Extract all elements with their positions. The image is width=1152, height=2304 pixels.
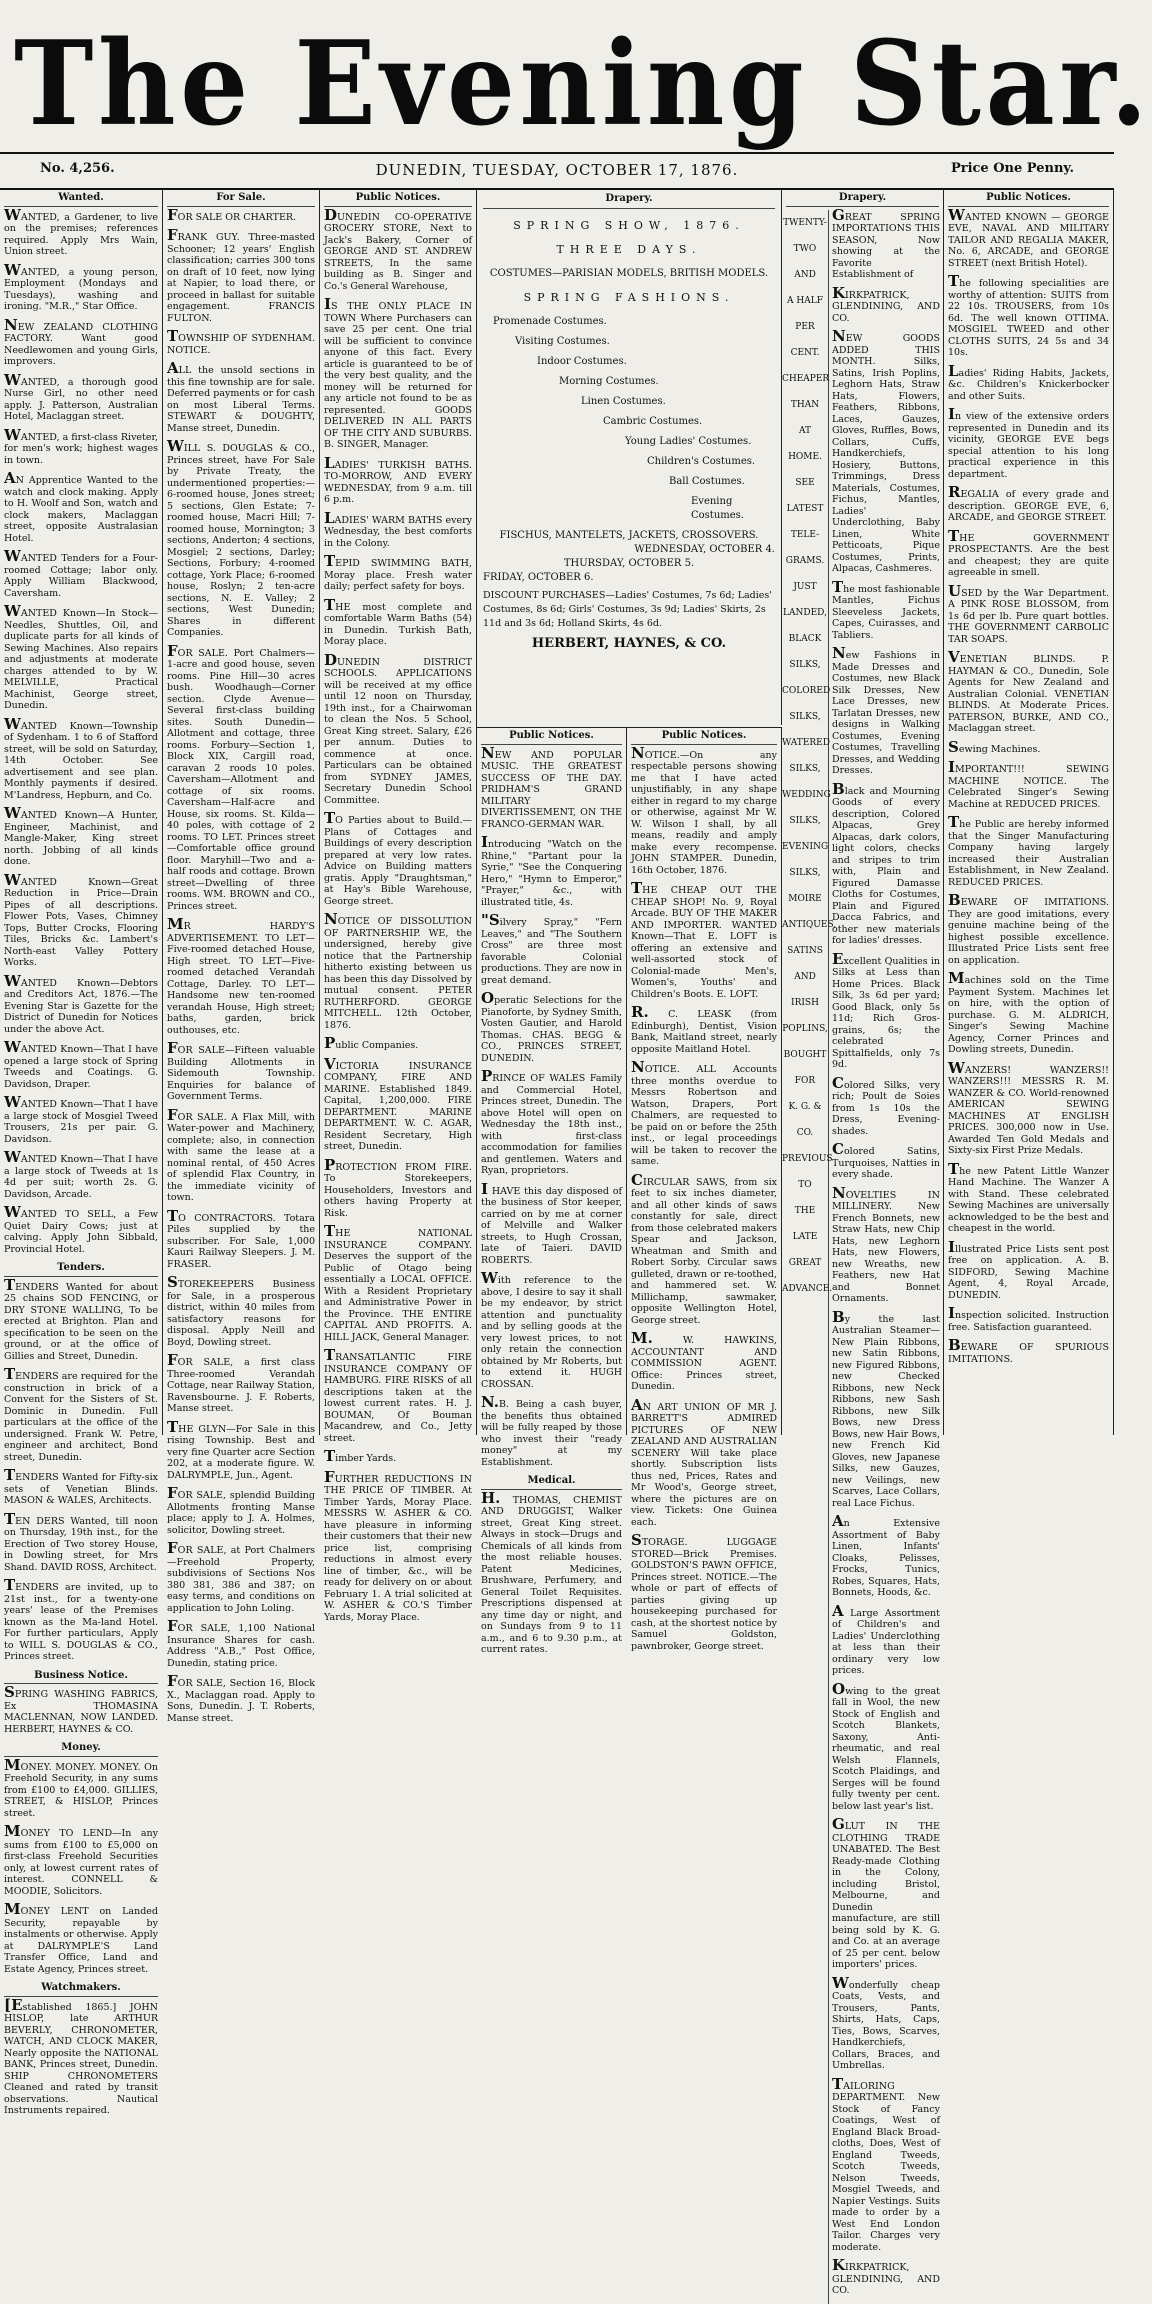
side-slogan-word: SILKS, <box>789 867 821 878</box>
side-slogan-word: JUST <box>793 581 817 592</box>
advertisement: WANTED Known—That I have a large stock of Tweeds at 1s 4d per suit; worth 2s. G. Davidson, Arcade. <box>4 1148 158 1200</box>
advertisement: DUNEDIN CO-OPERATIVE GROCERY STORE, Next to Jack's Bakery, Corner of GEORGE AND ST. ANDREW STREETS, In the same building as B. Singer and Co.'s General Warehouse, <box>324 205 472 292</box>
costume-item: Cambric Costumes. <box>603 416 703 427</box>
side-slogan-word: WEDDING <box>782 789 831 800</box>
ad-list <box>481 1488 622 1656</box>
advertisement: TEN DERS Wanted, till noon on Thursday, 19th inst., for the Erection of Two storey House, in Dowling street, for Mrs Shand. DAVID ROSS, Architect. <box>4 1509 158 1573</box>
section-heading: Money. <box>4 1742 158 1757</box>
advertisement: Machines sold on the Time Payment System. Machines let on hire, with the option of purchase. G. M. ALDRICH, Singer's Sewing Machine Agency, Corner Princes and Dowling streets, Dunedin. <box>948 969 1109 1055</box>
side-slogan-word: FOR <box>794 1075 816 1086</box>
side-slogan-word: A HALF <box>787 295 823 306</box>
section-heading: Tenders. <box>4 1262 158 1277</box>
advertisement: In view of the extensive orders represented in Dunedin and its vicinity, GEORGE EVE begs special attention to his long practical experience in this department. <box>948 405 1109 480</box>
price: Price One Penny. <box>950 161 1074 176</box>
advertisement: NEW ZEALAND CLOTHING FACTORY. Want good Needlewomen and young Girls, improvers. <box>4 315 158 367</box>
advertisement: FOR SALE OR CHARTER. <box>167 205 297 224</box>
drapery-spring-show <box>477 190 782 725</box>
advertisement: THE most complete and comfortable Warm Baths (54) in Dunedin. Turkish Bath, Moray place. <box>324 595 472 647</box>
section-heading: Drapery. <box>786 192 939 207</box>
advertisement: With reference to the above, I desire to say it shall be my endeavor, by strict attention and punctuality and by selling goods at the very lowest prices, to not only retain the connection obtained by Mr Roberts, but to extend it. HUGH CROSSAN. <box>481 1269 622 1390</box>
advertisement: LADIES' TURKISH BATHS. TO-MORROW, AND EVERY WEDNESDAY, from 9 a.m. till 6 p.m. <box>324 453 472 505</box>
advertisement: ALL the unsold sections in this fine township are for sale. Deferred payments or for cash on most Liberal Terms. STEWART & DOUGHTY, Manse street, Dunedin. <box>167 359 315 434</box>
advertisement: KIRKPATRICK, GLENDINING, AND CO. <box>832 283 940 324</box>
side-slogan-word: GRAMS. <box>785 555 825 566</box>
advertisement: The most fashionable Mantles, Fichus Sleeveless Jackets, Capes, Cuirasses, and Tabliers. <box>832 577 940 641</box>
advertisement: WANTED Known—Great Reduction in Price—Drain Pipes of all descriptions. Flower Pots, Vases, Chimney Tops, Butter Crocks, Flooring Tiles, Bricks &c. Lambert's North-east Valley Pottery Works. <box>4 870 158 968</box>
side-slogan-word: LANDED, <box>783 607 827 618</box>
section-heading: Public Notices. <box>324 192 472 207</box>
advertisement: NOTICE OF DISSOLUTION OF PARTNERSHIP. WE, the undersigned, hereby give notice that the Partnership hitherto existing between us has been this day Dissolved by mutual consent. PETER RUTHERFORD. GEORGE MITCHELL. 12th October, 1876. <box>324 910 472 1031</box>
advertisement: WILL S. DOUGLAS & CO., Princes street, have For Sale by Private Treaty, the undermentioned properties:— 6-roomed house, Jones street; 5 sections, Glen Estate; 7-roomed house, Macri Hill; 7-roomed house, Mornington; 3 sections, Anderton; 4 sections, Mosgiel; 2 sections, Darley; Sections, Forbury; 4-roomed cottage, York Place; 6-roomed house, Roslyn; 2 ten-acre sections, N. E. Valley; 2 sections, West Dunedin; Shares in different Companies. <box>167 437 315 638</box>
advertisement: Wonderfully cheap Coats, Vests, and Trousers, Pants, Shirts, Hats, Caps, Ties, Bows, Scarves, Handkerchiefs, Collars, Braces, and Umbrellas. <box>832 1973 940 2071</box>
ad-list <box>4 1995 158 2117</box>
advertisement: NOTICE.—On any respectable persons showing me that I have acted unjustifiably, in any shape either in regard to my charge or otherwise, against Mr W. W. Wilson I shall, by all means, readily and amply make every recompense. JOHN STAMPER. Dunedin, 16th October, 1876. <box>631 743 777 876</box>
advertisement: FOR SALE, splendid Building Allotments fronting Manse place; apply to J. A. Holmes, solicitor, Dowling street. <box>167 1484 315 1536</box>
section-heading: For Sale. <box>167 192 315 207</box>
advertisement: FOR SALE, 1,100 National Insurance Shares for cash. Address "A.B.," Post Office, Dunedin, stating price. <box>167 1617 315 1669</box>
side-slogan-word: TWO AND <box>793 243 817 280</box>
costume-item: Morning Costumes. <box>559 376 659 387</box>
advertisement: CIRCULAR SAWS, from six feet to six inches diameter, and all other kinds of saws constantly for sale, direct from those celebrated makers Spear and Jackson, Wheatman and Smith and Robert Sorby. Circular saws gulleted, drawn or re-toothed, and hammered set. W. Millichamp, sawmaker, opposite Wellington Hotel, George street. <box>631 1170 777 1326</box>
side-slogan-word: AND <box>794 971 816 982</box>
section-heading: Business Notice. <box>4 1670 158 1685</box>
column-public-notices-right <box>944 190 1114 1435</box>
advertisement: "Silvery Spray," "Fern Leaves," and "The Southern Cross" are three most favorable Colonial productions. They are now in great demand. <box>481 911 622 986</box>
advertisement: Colored Satins, Turquoises, Natties in every shade. <box>832 1140 940 1180</box>
advertisement: WANZERS! WANZERS!! WANZERS!!! MESSRS R. M. WANZER & CO. World-renowned AMERICAN SEWING MACHINES AT ENGLISH PRICES. 300,000 now in Use. Awarded Ten Gold Medals and Sixty-six First Prize Medals. <box>948 1058 1109 1156</box>
column-wanted <box>0 190 163 2116</box>
advertisement: WANTED Known—In Stock—Needles, Shuttles, Oil, and duplicate parts for all kinds of Sewing Machines. Also repairs and adjustments at moderate charges attended to by W. MELVILLE, Practical Machinist, George street, Dunedin. <box>4 602 158 711</box>
date-friday: FRIDAY, OCTOBER 6. <box>483 572 594 583</box>
side-slogan-word: PER CENT. <box>790 321 820 358</box>
advertisement: [Established 1865.] JOHN HISLOP, late ARTHUR BEVERLY, CHRONOMETER, WATCH, AND CLOCK MAKER, Nearly opposite the NATIONAL BANK, Princes street, Dunedin. SHIP CHRONOMETERS Cleaned and rated by transit observations. Nautical Instruments repaired. <box>4 1995 158 2116</box>
masthead-title: The Evening Star. <box>14 16 1152 152</box>
spring-show-banner: SPRING SHOW, 1876. <box>513 219 745 232</box>
ad-list <box>167 205 315 1725</box>
advertisement: USED by the War Department. A PINK ROSE BLOSSOM, from 1s 6d per lb. Pure quart bottles. THE GOVERNMENT CARBOLIC TAR SOAPS. <box>948 581 1109 645</box>
advertisement: STOREKEEPERS Business for Sale, in a prosperous district, within 40 miles from satisfactory reasons for disposal. Apply Neill and Boyd, Dowling street. <box>167 1273 315 1348</box>
section-heading: Watchmakers. <box>4 1982 158 1997</box>
spring-fashions: SPRING FASHIONS. <box>523 291 735 304</box>
advertisement: Illustrated Price Lists sent post free on application. A. B. SIDFORD, Sewing Machine Agent, 4, Royal Arcade, DUNEDIN. <box>948 1237 1109 1301</box>
side-slogan-word: SILKS, <box>789 815 821 826</box>
side-slogan-word: WATERED <box>782 737 830 748</box>
advertisement: REGALIA of every grade and description. GEORGE EVE, 6, ARCADE, and GEORGE STREET. <box>948 483 1109 523</box>
side-slogan-word: AT <box>798 425 811 436</box>
advertisement: WANTED Known—That I have a large stock of Mosgiel Tweed Trousers, 21s per pair. G. Davidson. <box>4 1093 158 1145</box>
advertisement: Ladies' Riding Habits, Jackets, &c. Children's Knickerbocker and other Suits. <box>948 361 1109 402</box>
section-heading: Medical. <box>481 1475 622 1490</box>
side-slogan-word: HOME. <box>788 451 822 462</box>
advertisement: WANTED Known—Township of Sydenham. 1 to 6 of Stafford street, will be sold on Saturday, 14th October. See advertisement and see plan. Monthly payments if desired. M'Landress, Hepburn, and Co. <box>4 714 158 801</box>
side-slogan-word: SILKS, <box>789 711 821 722</box>
advertisement: THE NATIONAL INSURANCE COMPANY. Deserves the support of the Public of Otago being essentially a LOCAL OFFICE. With a Resident Proprietary and Administrative Power in the Province. THE ENTIRE CAPITAL AND PROFITS. A. HILL JACK, General Manager. <box>324 1222 472 1343</box>
side-slogan-word: SILKS, <box>789 763 821 774</box>
advertisement: TOWNSHIP OF SYDENHAM. NOTICE. <box>167 327 315 356</box>
advertisement: FOR SALE, a first class Three-roomed Verandah Cottage, near Railway Station, Ravensbourne. J. F. Roberts, Manse street. <box>167 1351 315 1414</box>
costume-item: Ball Costumes. <box>669 476 745 487</box>
advertisement: FRANK GUY. Three-masted Schooner; 12 years' English classification; carries 300 tons on draft of 10 feet, now lying at Napier, to load there, or proceed in ballast for suitable engagement. FRANCIS FULTON. <box>167 226 315 324</box>
fichus-line: FISCHUS, MANTELETS, JACKETS, CROSSOVERS. <box>499 530 759 541</box>
advertisement: H. THOMAS, CHEMIST AND DRUGGIST, Walker street, Great King street. Always in stock—Drugs and Chemicals of all kinds from the most reliable houses. Patent Medicines, Brushware, Perfumery, and General Toilet Requisites. Prescriptions dispensed at any time day or night, and on Sundays from 9 to 11 a.m., and 6 to 9.30 p.m., at current rates. <box>481 1488 622 1655</box>
firm-name: HERBERT, HAYNES, & CO. <box>531 636 727 651</box>
advertisement: AN Apprentice Wanted to the watch and clock making. Apply to H. Woolf and Son, watch and clock makers, Maclaggan street, opposite Australasian Hotel. <box>4 469 158 544</box>
section-heading: Drapery. <box>483 192 775 209</box>
ad-list <box>481 743 622 1469</box>
advertisement: Sewing Machines. <box>948 737 1041 756</box>
costume-item: Indoor Costumes. <box>537 356 627 367</box>
advertisement: TENDERS Wanted for Fifty-six sets of Venetian Blinds. MASON & WALES, Architects. <box>4 1466 158 1506</box>
advertisement: VENETIAN BLINDS. P. HAYMAN & CO., Dunedin, Sole Agents for New Zealand and Australian Colonial. VENETIAN BLINDS. At Moderate Prices. PATERSON, BURKE, AND CO., Maclaggan street. <box>948 648 1109 734</box>
advertisement: WANTED Known—A Hunter, Engineer, Machinist, and Mangle-Maker, King street north. Jobbing of all kinds done. <box>4 804 158 867</box>
side-slogan-word: CHEAPER <box>782 373 830 384</box>
advertisement: BEWARE OF SPURIOUS IMITATIONS. <box>948 1336 1109 1365</box>
advertisement: TRANSATLANTIC FIRE INSURANCE COMPANY OF HAMBURG. FIRE RISKS of all descriptions taken at the lowest current rates. H. J. BOUMAN, Of Bouman Macandrew, and Co., Jetty street. <box>324 1346 472 1444</box>
advertisement: FOR SALE. Port Chalmers—1-acre and good house, seven rooms. Pine Hill—30 acres bush. Woodhaugh—Corner section. Clyde Avenue—Several first-class building sites. South Dunedin—Allotment and cottage, three rooms. Forbury—Section 1, Block XIX, Cargill road, caravan 2 roods 10 poles. Caversham—Allotment and cottage of six rooms. Caversham—Half-acre and House, six rooms. St. Kilda—40 poles, with cottage of 2 rooms. TO LET. Princes street—Comfortable office ground floor. Maryhill—Two and a-half roods and cottage. Brown street—Dwelling of three rooms. WM. BROWN and CO., Princes street. <box>167 641 315 912</box>
side-slogan-word: TELE- <box>790 529 820 540</box>
advertisement: MONEY LENT on Landed Security, repayable by instalments or otherwise. Apply at DALRYMPLE'S Land Transfer Office, Land and Estate Agency, Princes street. <box>4 1900 158 1975</box>
date-wednesday: WEDNESDAY, OCTOBER 4. <box>634 544 775 555</box>
section-heading: Public Notices. <box>481 730 622 745</box>
advertisement: TAILORING DEPARTMENT. New Stock of Fancy Coatings, West of England Black Broad-cloths, Does, West of England Tweeds, Scotch Tweeds, Nelson Tweeds, Mosgiel Tweeds, and Napier Vestings. Suits made to order by a West End London Tailor. Charges very moderate. <box>832 2074 940 2253</box>
advertisement: FOR SALE, at Port Chalmers—Freehold Property, subdivisions of Sections Nos 380 381, 386 and 387; on easy terms, and conditions on application to John Loling. <box>167 1539 315 1614</box>
advertisement: WANTED Known—Debtors and Creditors Act, 1876.—The Evening Star is Gazette for the District of Dunedin for Notices under the above Act. <box>4 971 158 1035</box>
advertisement: PROTECTION FROM FIRE. To Storekeepers, Householders, Investors and others having Property at Risk. <box>324 1155 472 1219</box>
advertisement: AN ART UNION OF MR J. BARRETT'S ADMIRED PICTURES OF NEW ZEALAND AND AUSTRALIAN SCENERY Will take place shortly. Subscription lists thus ned, Prices, Rates and Mr Wood's, George street, where the pictures are on view. Tickets: One Guinea each. <box>631 1395 777 1528</box>
costume-item: Visiting Costumes. <box>515 336 610 347</box>
advertisement: WANTED KNOWN — GEORGE EVE, NAVAL AND MILITARY TAILOR AND REGALIA MAKER, No. 6, ARCADE, and GEORGE STREET (next British Hotel). <box>948 205 1109 269</box>
place-date: DUNEDIN, TUESDAY, OCTOBER 17, 1876. <box>375 161 739 179</box>
side-slogan-word: THAN <box>790 399 820 410</box>
ad-list <box>631 743 777 1653</box>
advertisement: M. W. HAWKINS, ACCOUNTANT AND COMMISSION AGENT. Office: Princes street, Dunedin. <box>631 1329 777 1392</box>
advertisement: TO Parties about to Build.—Plans of Cottages and Buildings of every description prepared at very low rates. Advice on Building matters gratis. Apply "Draughtsman," at Hay's Bible Warehouse, George street. <box>324 809 472 907</box>
advertisement: Owing to the great fall in Wool, the new Stock of English and Scotch Blankets, Saxony, Anti-rheumatic, and real Welsh Flannels, Scotch Plaidings, and Serges will be found fully twenty per cent. below last year's list. <box>832 1679 940 1812</box>
section-heading: Public Notices. <box>631 730 777 745</box>
ad-list <box>4 1755 158 1976</box>
side-slogan-word: EVENING <box>782 841 829 852</box>
advertisement: Colored Silks, very rich; Poult de Soies from 1s 10s the Dress, Evening-shades. <box>832 1073 940 1137</box>
advertisement: I HAVE this day disposed of the business of Stor keeper, carried on by me at corner of Melville and Walker streets, to Hugh Crossan, late of Taieri. DAVID ROBERTS. <box>481 1179 622 1266</box>
advertisement: VICTORIA INSURANCE COMPANY, FIRE AND MARINE. Established 1849. Capital, 1,200,000. FIRE DEPARTMENT. MARINE DEPARTMENT. W. C. AGAR, Resident Secretary, High street, Dunedin. <box>324 1054 472 1152</box>
advertisement: WANTED, a thorough good Nurse Girl, no other need apply. J. Patterson, Australian Hotel, Maclaggan street. <box>4 370 158 422</box>
advertisement: Inspection solicited. Instruction free. Satisfaction guaranteed. <box>948 1304 1109 1333</box>
advertisement: MONEY. MONEY. MONEY. On Freehold Security, in any sums from £100 to £4,000. GILLIES, STREET, & HISLOP, Princes street. <box>4 1755 158 1819</box>
side-slogan-word: TO <box>798 1179 812 1190</box>
costume-item: Promenade Costumes. <box>493 316 607 327</box>
section-heading: Wanted. <box>4 192 158 207</box>
advertisement: Operatic Selections for the Pianoforte, by Sydney Smith, Vosten Gautier, and Harold Thomas. CHAS. BEGG & CO., PRINCES STREET, DUNEDIN. <box>481 989 622 1064</box>
advertisement: GLUT IN THE CLOTHING TRADE UNABATED. The Best Ready-made Clothing in the Colony, including Bristol, Melbourne, and Dunedin manufacture, are still being sold by K. G. and Co. at an average of 25 per cent. below importers' prices. <box>832 1815 940 1970</box>
side-slogan-word: ANTIQUES, <box>782 919 837 930</box>
side-slogan-word: BLACK <box>788 633 822 644</box>
advertisement: MONEY TO LEND—In any sums from £100 to £5,000 on first-class Freehold Securities only, at lowest current rates of interest. CONNELL & MOODIE, Solicitors. <box>4 1822 158 1897</box>
advertisement: A Large Assortment of Children's and Ladies' Underclothing at less than their ordinary very low prices. <box>832 1601 940 1676</box>
column-music-notices <box>477 727 627 1655</box>
advertisement: R. C. LEASK (from Edinburgh), Dentist, Vision Bank, Maitland street, nearly opposite Maitland Hotel. <box>631 1003 777 1055</box>
advertisement: NEW GOODS ADDED THIS MONTH. Silks, Satins, Irish Poplins, Leghorn Hats, Straw Hats, Flowers, Feathers, Ribbons, Laces, Gauzes, Gloves, Ruffles, Bows, Collars, Cuffs, Handkerchiefs, Hosiery, Buttons, Trimmings, Dress Materials, Costumes, Fichus, Mantles, Ladies' Underclothing, Baby Linen, White Petticoats, Pique Costumes, Prints, Alpacas, Cashmeres. <box>832 327 940 574</box>
side-slogan <box>782 210 837 2304</box>
advertisement: N.B. Being a cash buyer, the benefits thus obtained will be fully reaped by those who invest their "ready money" at my Establishment. <box>481 1393 622 1468</box>
costume-item: Young Ladies' Costumes. <box>625 436 752 447</box>
side-slogan-word: COLORED <box>782 685 831 696</box>
column-public-notices <box>320 190 477 1623</box>
advertisement: WANTED TO SELL, a Few Quiet Dairy Cows; just at calving. Apply John Sibbald, Provincial Hotel. <box>4 1203 158 1255</box>
section-heading: Public Notices. <box>948 192 1109 207</box>
ad-list <box>324 205 472 1624</box>
side-slogan-word: ADVANCE. <box>782 1283 833 1294</box>
advertisement: PRINCE OF WALES Family and Commercial Hotel, Princes street, Dunedin. The above Hotel will open on Wednesday the 18th inst., with first-class accommodation for families and gentlemen. Waters and Ryan, proprietors. <box>481 1067 622 1176</box>
advertisement: WANTED Known—That I have opened a large stock of Spring Tweeds and Coatings. G. Davidson, Draper. <box>4 1038 158 1090</box>
advertisement: FOR SALE, Section 16, Block X., Maclaggan road. Apply to Sons, Dunedin. J. T. Roberts, Manse street. <box>167 1672 315 1724</box>
side-slogan-word: SILKS, <box>789 659 821 670</box>
advertisement: SPRING WASHING FABRICS, Ex THOMASINA MACLENNAN, NOW LANDED. HERBERT, HAYNES & CO. <box>4 1683 158 1735</box>
side-slogan-word: K. G. & CO. <box>788 1101 822 1138</box>
costume-item: Children's Costumes. <box>647 456 756 467</box>
three-days: THREE DAYS. <box>556 243 702 256</box>
side-slogan-word: SEE <box>795 477 815 488</box>
advertisement: WANTED, a young person, Employment (Mondays and Tuesdays), washing and ironing. "M.R.," Star Office. <box>4 260 158 312</box>
issue-number: No. 4,256. <box>40 161 115 176</box>
advertisement: STORAGE. LUGGAGE STORED—Brick Premises. GOLDSTON'S PAWN OFFICE, Princes street. NOTICE.—The whole or part of effects of parties giving up housekeeping purchased for cash, at the shortest notice by Samuel Goldston, pawnbroker, George street. <box>631 1531 777 1652</box>
advertisement: TENDERS are required for the construction in brick of a Convent for the Sisters of St. Dominic in Dunedin. Full particulars at the office of the undersigned. Frank W. Petre, engineer and architect, Bond street, Dunedin. <box>4 1365 158 1463</box>
costume-item: Evening Costumes. <box>691 496 744 521</box>
advertisement: New Fashions in Made Dresses and Costumes, new Black Silk Dresses, New Lace Dresses, new Tarlatan Dresses, new designs in Walking Costumes, Evening Costumes, Travelling Dresses, and Wedding Dresses. <box>832 644 940 776</box>
side-slogan-word: LATEST <box>786 503 824 514</box>
advertisement: NOTICE. ALL Accounts three months overdue to Messrs Robertson and Watson, Drapers, Port Chalmers, are requested to be paid on or before the 25th inst., or legal proceedings will be taken to recover the same. <box>631 1058 777 1167</box>
dateline-bar <box>0 152 1114 190</box>
advertisement: NEW AND POPULAR MUSIC. THE GREATEST SUCCESS OF THE DAY. PRIDHAM'S GRAND MILITARY DIVERTISSEMENT, ON THE FRANCO-GERMAN WAR. <box>481 743 622 830</box>
side-slogan-word: GREAT <box>788 1257 822 1268</box>
costume-list <box>483 315 775 523</box>
costumes-line: COSTUMES—PARISIAN MODELS, BRITISH MODELS. <box>489 268 769 279</box>
advertisement: GREAT SPRING IMPORTATIONS THIS SEASON, Now showing at the Favorite Establishment of <box>832 205 940 280</box>
advertisement: BEWARE OF IMITATIONS. They are good imitations, every genuine machine being of the highest possible excellence. Illustrated Price Lists sent free on application. <box>948 891 1109 966</box>
ad-list <box>948 205 1109 1366</box>
advertisement: WANTED, a Gardener, to live on the premises; references required. Apply Mrs Wain, Union street. <box>4 205 158 257</box>
advertisement: Excellent Qualities in Silks at Less than Home Prices. Black Silk, 3s 6d per yard; Good Black, only 5s 11d; Rich Gros-grains, 6s; the celebrated Spittalfields, only 7s 9d. <box>832 949 940 1070</box>
advertisement: Black and Mourning Goods of every description, Colored Alpacas, Grey Alpacas, dark colors, light colors, checks and stripes to trim with, Plain and Figured Damasse Cloths for Costumes, Plain and Figured Dacca Fabrics, and other new materials for ladies' dresses. <box>832 779 940 946</box>
advertisement: The new Patent Little Wanzer Hand Machine. The Wanzer A with Stand. These celebrated Sewing Machines are universally acknowledged to be the best and cheapest in the world. <box>948 1159 1109 1234</box>
discount-purchases: DISCOUNT PURCHASES—Ladies' Costumes, 7s 6d; Ladies' Costumes, 8s 6d; Girls' Costumes, 3s 9d; Ladies' Skirts, 2s 11d and 3s 6d; Holland Skirts, 4s 6d. <box>483 590 772 629</box>
side-slogan-word: THE <box>794 1205 816 1216</box>
advertisement: Introducing "Watch on the Rhine," "Partant pour la Syrie," "See the Conquering Hero," "Hymn to Emperor," "Prayer," &c., with illustrated title, 4s. <box>481 833 622 908</box>
advertisement: TENDERS are invited, up to 21st inst., for a twenty-one years' lease of the Premises known as the Ma-land Hotel. For further particulars, Apply to WILL S. DOUGLAS & CO., Princes street. <box>4 1576 158 1662</box>
advertisement: THE CHEAP OUT THE CHEAP SHOP! No. 9, Royal Arcade. BUY OF THE MAKER AND IMPORTER. WANTED Known—That E. LOFT is offering an extensive and well-assorted stock of Colonial-made Men's, Women's, Youths' and Children's Boots. E. LOFT. <box>631 879 777 1000</box>
side-slogan-word: IRISH <box>791 997 819 1008</box>
costume-item: Linen Costumes. <box>581 396 666 407</box>
advertisement: WANTED Tenders for a Four-roomed Cottage; labor only. Apply William Blackwood, Caversham. <box>4 547 158 599</box>
side-slogan-word: MOIRE <box>788 893 822 904</box>
advertisement: DUNEDIN DISTRICT SCHOOLS. APPLICATIONS will be received at my office until 12 noon on Thursday, 19th inst., for a Chairwoman to clean the Nos. 5 School, Great King street. Salary, £26 per annum. Duties to commence at once. Particulars can be obtained from SYDNEY JAMES, Secretary Dunedin School Committee. <box>324 650 472 806</box>
column-kirkpatrick <box>782 190 944 2296</box>
side-slogan-word: TWENTY- <box>783 217 827 228</box>
advertisement: MR HARDY'S ADVERTISEMENT. TO LET—Five-roomed detached House, High street. TO LET—Five-roomed detached Verandah Cottage, Darley. TO LET—Handsome new ten-roomed verandah House, High street; baths, garden, brick outhouses, etc. <box>167 915 315 1036</box>
advertisement: The Public are hereby informed that the Singer Manufacturing Company having largely increased their Australian Establishment, in New Zealand. REDUCED PRICES. <box>948 813 1109 888</box>
advertisement: By the last Australian Steamer—New Plain Ribbons, new Satin Ribbons, new Figured Ribbons, new Checked Ribbons, new Neck Ribbons, new Sash Ribbons, new Silk Bows, new Dress Bows, new Hair Bows, new French Kid Gloves, new Japanese Silks, new Gauzes, new Veilings, new Scarves, Lace Collars, real Lace Fichus. <box>832 1307 940 1509</box>
advertisement: IS THE ONLY PLACE IN TOWN Where Purchasers can save 25 per cent. One trial will be sufficient to convince anyone of this fact. Every article is guaranteed to be of the very best quality, and the money will be returned for any article not found to be as represented. GOODS DELIVERED IN ALL PARTS OF THE CITY AND SUBURBS. B. SINGER, Manager. <box>324 295 472 450</box>
column-notices <box>627 727 782 1652</box>
advertisement: Public Companies. <box>324 1034 419 1052</box>
advertisement: WANTED, a first-class Riveter, for men's work; highest wages in town. <box>4 425 159 466</box>
ad-list <box>829 205 943 2304</box>
advertisement: IMPORTANT!!! SEWING MACHINE NOTICE. The Celebrated Singer's Sewing Machine at REDUCED PRICES. <box>948 758 1109 810</box>
advertisement: FOR SALE. A Flax Mill, with Water-power and Machinery, complete; also, in connection with same the lease at a nominal rental, of 450 Acres of splendid Flax Country, in the immediate vicinity of town. <box>167 1105 315 1203</box>
advertisement: FOR SALE—Fifteen valuable Building Allotments in Sidemouth Township. Enquiries for balance of Government Terms. <box>167 1039 315 1102</box>
side-slogan-word: BOUGHT <box>783 1049 827 1060</box>
advertisement: THE GLYN—For Sale in this rising Township. Best and very fine Quarter acre Section 202, at a moderate figure. W. DALRYMPLE, Jun., Agent. <box>167 1417 315 1481</box>
side-slogan-word: PREVIOUS <box>782 1153 833 1164</box>
advertisement: Timber Yards. <box>324 1447 397 1465</box>
advertisement: THE GOVERNMENT PROSPECTANTS. Are the best and cheapest; they are quite agreeable in smell. <box>948 526 1109 578</box>
side-slogan-word: LATE <box>792 1231 818 1242</box>
advertisement: LADIES' WARM BATHS every Wednesday, the best comforts in the Colony. <box>324 508 472 549</box>
advertisement: KIRKPATRICK, GLENDINING, AND CO. <box>832 2256 940 2296</box>
advertisement: TENDERS Wanted for about 25 chains SOD FENCING, or DRY STONE WALLING, To be erected at Brighton. Plan and specification to be seen on the ground, or at the office of Gillies and Street, Dunedin. <box>4 1275 158 1362</box>
side-slogan-word: SATINS <box>787 945 823 956</box>
advertisement: NOVELTIES IN MILLINERY. New French Bonnets, new Straw Hats, new Chip Hats, new Leghorn Hats, new Flowers, new Wreaths, new Feathers, new Hat and Bonnet Ornaments. <box>832 1183 940 1304</box>
column-for-sale <box>163 190 320 1724</box>
advertisement: TO CONTRACTORS. Totara Piles supplied by the subscriber. For Sale, 1,000 Kauri Railway Sleepers. J. M. FRASER. <box>167 1206 315 1270</box>
ad-list <box>4 205 159 1256</box>
advertisement: FURTHER REDUCTIONS IN THE PRICE OF TIMBER. At Timber Yards, Moray Place. MESSRS W. ASHER & CO. have pleasure in informing their customers that their new price list, comprising reductions in almost every line of timber, &c., will be ready for delivery on or about February 1. A trial solicited at W. ASHER & CO.'S Timber Yards, Moray Place. <box>324 1467 472 1623</box>
ad-list <box>4 1275 158 1663</box>
advertisement: The following specialities are worthy of attention: SUITS from 22 10s. TROUSERS, from 10s 6d. The well known OTTIMA. MOSGIEL TWEED and other CLOTHS SUITS, 24 5s and 34 10s. <box>948 272 1109 358</box>
ad-list <box>4 1683 158 1735</box>
advertisement: An Extensive Assortment of Baby Linen, Infants' Cloaks, Pelisses, Frocks, Tunics, Robes, Squares, Hats, Bonnets, Hoods, &c. <box>832 1512 940 1598</box>
advertisement: TEPID SWIMMING BATH, Moray place. Fresh water daily; perfect safety for boys. <box>324 552 472 592</box>
side-slogan-word: POPLINS, <box>782 1023 828 1034</box>
date-thursday: THURSDAY, OCTOBER 5. <box>563 558 695 569</box>
